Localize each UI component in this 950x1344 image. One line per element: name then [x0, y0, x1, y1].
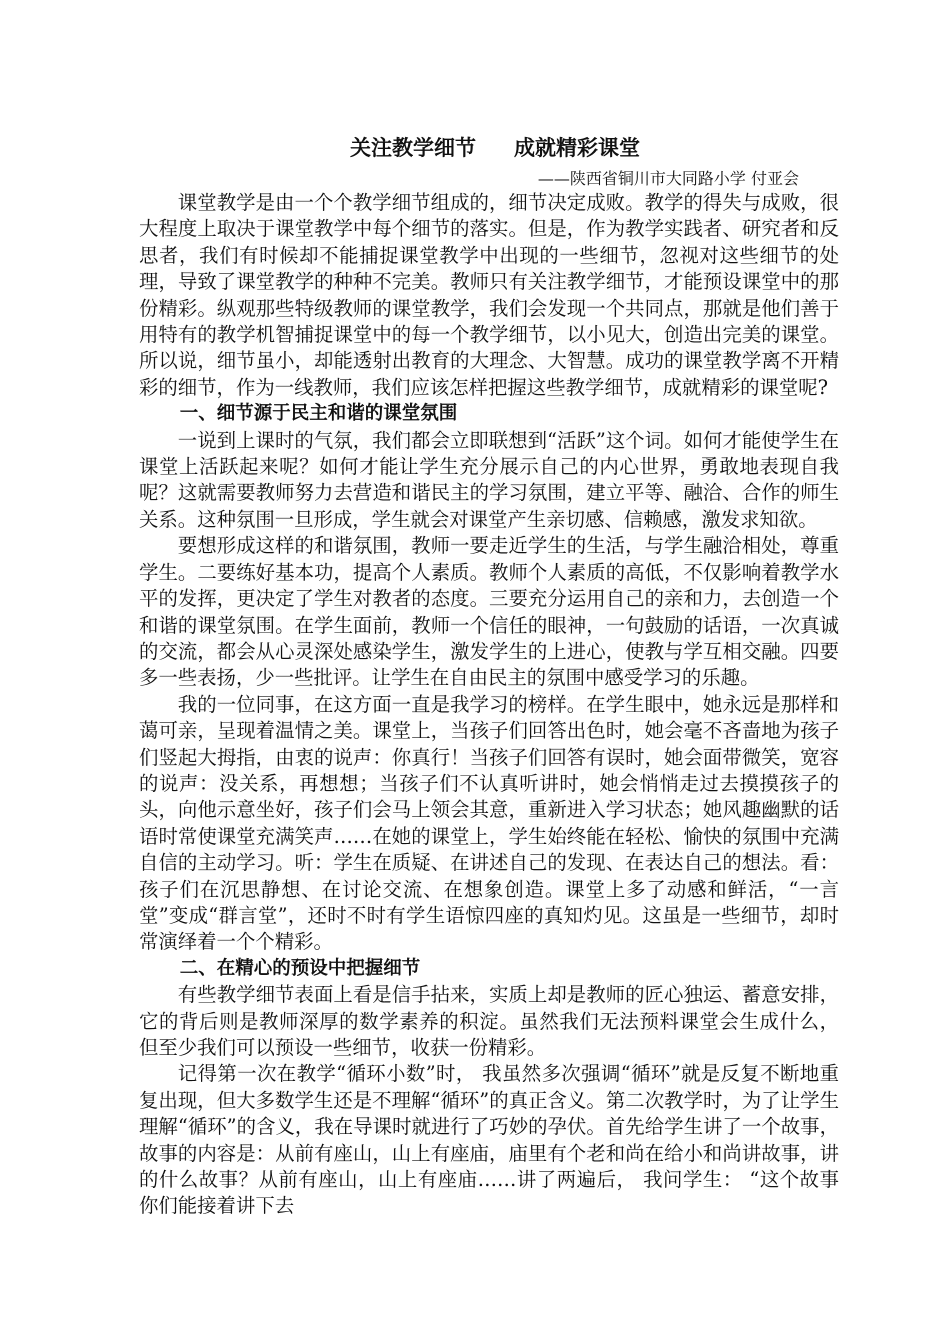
section2-paragraph: 记得第一次在教学“循环小数”时， 我虽然多次强调“循环”就是反复不断地重复出现，但大多数学生还是不理解“循环”的真正含义。第二次教学时，为了让学生理解“循环”的含义，我在导课时就进行了巧妙的孕伏。首先给学生讲了一个故事，故事的内容是：从前有座山，山上有座庙，庙里有个老和尚在给小和尚讲故事，讲的什么故事？从前有座山，山上有座庙……讲了两遍后， 我问学生： “这个故事你们能接着讲下去	[139, 1062, 839, 1218]
intro-paragraph: 课堂教学是由一个个教学细节组成的，细节决定成败。教学的得失与成败，很大程度上取决于课堂教学中每个细节的落实。但是，作为教学实践者、研究者和反思者，我们有时候却不能捕捉课堂教学中出现的一些细节，忽视对这些细节的处理，导致了课堂教学的种种不完美。教师只有关注教学细节，才能预设课堂中的那份精彩。纵观那些特级教师的课堂教学，我们会发现一个共同点，那就是他们善于用特有的教学机智捕捉课堂中的每一个教学细节，以小见大，创造出完美的课堂。所以说，细节虽小，却能透射出教育的大理念、大智慧。成功的课堂教学离不开精彩的细节，作为一线教师，我们应该怎样把握这些教学细节，成就精彩的课堂呢?	[139, 191, 839, 399]
section1-paragraph: 我的一位同事，在这方面一直是我学习的榜样。在学生眼中，她永远是那样和蔼可亲，呈现着温情之美。课堂上，当孩子们回答出色时，她会毫不吝啬地为孩子们竖起大拇指，由衷的说声：你真行！当孩子们回答有误时，她会面带微笑，宽容的说声：没关系，再想想；当孩子们不认真听讲时，她会悄悄走过去摸摸孩子的头，向他示意坐好，孩子们会马上领会其意，重新进入学习状态；她风趣幽默的话语时常使课堂充满笑声……在她的课堂上，学生始终能在轻松、愉快的氛围中充满自信的主动学习。听：学生在质疑、在讲述自己的发现、在表达自己的想法。看：孩子们在沉思静想、在讨论交流、在想象创造。课堂上多了动感和鲜活，“一言堂”变成“群言堂”，还时不时有学生语惊四座的真知灼见。这虽是一些细节，却时常演绎着一个个精彩。	[139, 692, 839, 954]
document-page	[139, 128, 839, 1220]
section1-paragraph: 要想形成这样的和谐氛围，教师一要走近学生的生活，与学生融洽相处，尊重学生。二要练好基本功，提高个人素质。教师个人素质的高低，不仅影响着教学水平的发挥，更决定了学生对教者的态度。三要充分运用自己的亲和力，去创造一个和谐的课堂氛围。在学生面前，教师一个信任的眼神，一句鼓励的话语，一次真诚的交流，都会从心灵深处感染学生，激发学生的上进心，使教与学互相交融。四要多一些表扬，少一些批评。让学生在自由民主的氛围中感受学习的乐趣。	[139, 534, 839, 690]
title-part-1: 关注教学细节	[350, 136, 476, 160]
title-part-2: 成就精彩课堂	[514, 136, 640, 160]
section-heading-2: 二、在精心的预设中把握细节	[179, 957, 421, 979]
section-heading-1: 一、细节源于民主和谐的课堂氛围	[179, 403, 458, 425]
section2-paragraph: 有些教学细节表面上看是信手拈来，实质上却是教师的匠心独运、蓄意安排，它的背后则是教师深厚的数学素养的积淀。虽然我们无法预料课堂会生成什么， 但至少我们可以预设一些细节，收获一份精彩。	[139, 983, 839, 1059]
document-title	[151, 128, 839, 168]
author-line: ——陕西省铜川市大同路小学 付亚会	[537, 169, 799, 188]
section1-paragraph: 一说到上课时的气氛，我们都会立即联想到“活跃”这个词。如何才能使学生在课堂上活跃起来呢？如何才能让学生充分展示自己的内心世界，勇敢地表现自我呢？这就需要教师努力去营造和谐民主的学习氛围，建立平等、融洽、合作的师生关系。这种氛围一旦形成，学生就会对课堂产生亲切感、信赖感，激发求知欲。	[139, 428, 839, 531]
